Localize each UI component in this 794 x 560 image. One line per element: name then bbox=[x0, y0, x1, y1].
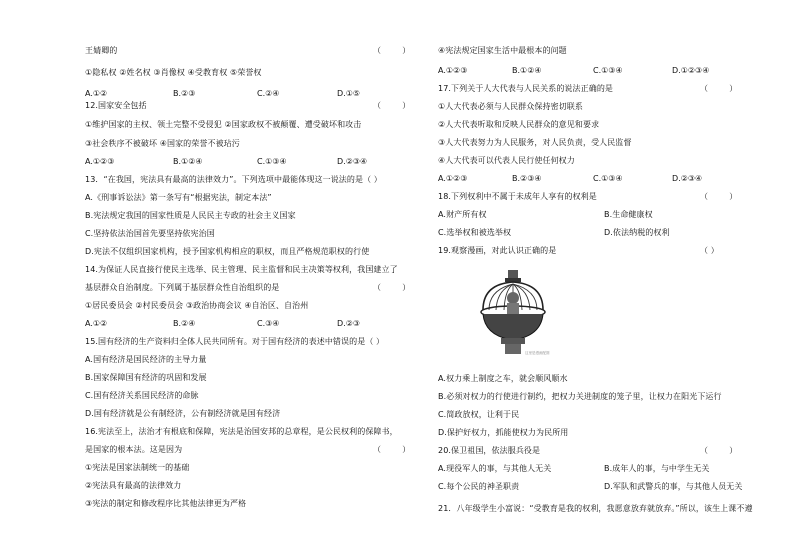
q18-stem bbox=[438, 192, 738, 202]
q16-choice-a: A.①②③ bbox=[438, 66, 468, 75]
q12-answer-paren: （ ） bbox=[373, 101, 411, 110]
q11-tail bbox=[85, 46, 411, 56]
q16-stem-1: 16.宪法至上，法治才有根底和保障，宪法是治国安邦的总章程，是公民权利的保障书， bbox=[85, 427, 398, 436]
q16-choice-c: C.①③④ bbox=[593, 66, 623, 75]
q12-choice-a: A.①②③ bbox=[85, 157, 115, 166]
q14-choice-a: A.①② bbox=[85, 319, 108, 328]
q14-choice-c: C.③④ bbox=[257, 319, 280, 328]
q13-option-a: A.《刑事诉讼法》第一条写有“根据宪法，制定本法” bbox=[85, 193, 272, 202]
q18-options-ab bbox=[438, 210, 653, 220]
q19-answer-paren: （ ） bbox=[700, 246, 719, 255]
q17-answer-paren: （ ） bbox=[700, 84, 738, 93]
q14-choice-b: B.②④ bbox=[173, 319, 196, 328]
q16-statement-3: ③宪法的制定和修改程序比其他法律更为严格 bbox=[85, 499, 247, 508]
q11-choice-d: D.①⑤ bbox=[337, 89, 361, 98]
q20-stem bbox=[438, 446, 738, 456]
q17-choice-a: A.①②③ bbox=[438, 174, 468, 183]
q20-option-b: B.成年人的事，与中学生无关 bbox=[604, 464, 710, 473]
q14-choice-d: D.②③ bbox=[337, 319, 361, 328]
q12-choice-c: C.①③④ bbox=[257, 157, 287, 166]
q13-option-c: C.坚持依法治国首先要坚持依宪治国 bbox=[85, 229, 215, 238]
q12-stem bbox=[85, 101, 411, 111]
q11-answer-paren: （ ） bbox=[373, 46, 411, 55]
q18-option-b: B.生命健康权 bbox=[604, 210, 653, 219]
q18-option-a: A.财产所有权 bbox=[438, 210, 487, 219]
q15-option-b: B.国家保障国有经济的巩固和发展 bbox=[85, 373, 207, 382]
q20-answer-paren: （ ） bbox=[700, 446, 738, 455]
q20-stem-text: 20.保卫祖国，依法服兵役是 bbox=[438, 446, 541, 455]
birdcage-illustration bbox=[465, 266, 561, 358]
q16-statement-1: ①宪法是国家法制统一的基础 bbox=[85, 463, 190, 472]
q16-choice-d: D.①②③④ bbox=[672, 66, 710, 75]
q19-option-d: D.保护好权力，抓能使权力为民所用 bbox=[438, 428, 569, 437]
q15-option-a: A.国有经济是国民经济的主导力量 bbox=[85, 355, 207, 364]
q16-stem-2-text: 是国家的根本法。这是因为 bbox=[85, 445, 183, 454]
q16-choice-b: B.①②④ bbox=[512, 66, 542, 75]
q20-option-d: D.军队和武警兵的事，与其他人员无关 bbox=[604, 482, 743, 491]
q13-option-d: D.宪法不仅组织国家机构，授予国家机构相应的职权，而且严格规范职权的行使 bbox=[85, 247, 370, 256]
q19-option-a: A.权力乘上制度之车，就会顺风顺水 bbox=[438, 374, 568, 383]
q20-options-ab bbox=[438, 464, 710, 474]
q18-options-cd bbox=[438, 228, 670, 238]
q12-choice-d: D.②③④ bbox=[337, 157, 368, 166]
q17-stem bbox=[438, 84, 738, 94]
q11-tail-text: 王婧卿的 bbox=[85, 46, 118, 55]
q13-stem: 13．“在我国，宪法具有最高的法律效力”。下列选项中最能体现这一说法的是（ ） bbox=[85, 175, 382, 184]
q17-statement-4: ④人大代表可以代表人民行使任何权力 bbox=[438, 156, 575, 165]
q11-choice-a: A.①② bbox=[85, 89, 108, 98]
q16-statement-4: ④宪法规定国家生活中最根本的问题 bbox=[438, 46, 567, 55]
figure-caption: 这里是漫画配图 bbox=[525, 351, 550, 355]
q16-stem-2 bbox=[85, 445, 411, 455]
q18-answer-paren: （ ） bbox=[700, 192, 738, 201]
q15-stem: 15.国有经济的生产资料归全体人民共同所有。对于国有经济的表述中错误的是（ ） bbox=[85, 337, 385, 346]
q17-statement-2: ②人大代表听取和反映人民群众的意见和要求 bbox=[438, 120, 600, 129]
q11-choice-b: B.②③ bbox=[173, 89, 196, 98]
q18-option-d: D.依法纳税的权利 bbox=[604, 228, 670, 237]
q18-stem-text: 18.下列权利中不属于未成年人享有的权利是 bbox=[438, 192, 597, 201]
q14-stem-2 bbox=[85, 283, 411, 293]
q17-choice-d: D.②③④ bbox=[672, 174, 703, 183]
q14-statements: ①居民委员会 ②村民委员会 ③政治协商会议 ④自治区、自治州 bbox=[85, 301, 309, 310]
q12-choice-b: B.①②④ bbox=[173, 157, 203, 166]
q20-option-a: A.现役军人的事，与其他人无关 bbox=[438, 464, 552, 473]
q17-choice-b: B.②③④ bbox=[512, 174, 542, 183]
q17-choice-c: C.①③④ bbox=[593, 174, 623, 183]
q11-statements: ①隐私权 ②姓名权 ③肖像权 ④受教育权 ⑤荣誉权 bbox=[85, 68, 262, 77]
q19-option-b: B.必须对权力的行使进行制约，把权力关进制度的笼子里，让权力在阳光下运行 bbox=[438, 392, 722, 401]
q20-options-cd bbox=[438, 482, 743, 492]
q12-stem-text: 12.国家安全包括 bbox=[85, 101, 147, 110]
q17-statement-1: ①人大代表必须与人民群众保持密切联系 bbox=[438, 102, 583, 111]
q14-stem-2-text: 基层群众自治制度。下列属于基层群众性自治组织的是 bbox=[85, 283, 280, 292]
q16-answer-paren: （ ） bbox=[373, 445, 411, 454]
q15-option-d: D.国有经济就是公有制经济，公有制经济就是国有经济 bbox=[85, 409, 281, 418]
q17-statement-3: ③人大代表努力为人民服务，对人民负责，受人民监督 bbox=[438, 138, 632, 147]
q13-option-b: B.宪法规定我国的国家性质是人民民主专政的社会主义国家 bbox=[85, 211, 296, 220]
q21-stem-1: 21．八年级学生小富说：“受教育是我的权利，我愿意放弃就放弃。”所以，该生上课不遵 bbox=[438, 504, 753, 513]
q20-option-c: C.每个公民的神圣职责 bbox=[438, 482, 520, 491]
q19-stem bbox=[438, 246, 556, 256]
q19-option-c: C.简政放权，让利于民 bbox=[438, 410, 520, 419]
q12-statements-2: ③社会秩序不被破坏 ④国家的荣誉不被玷污 bbox=[85, 139, 240, 148]
q19-cartoon-image bbox=[465, 266, 561, 358]
q19-stem-text: 19.观察漫画，对此认识正确的是 bbox=[438, 246, 557, 255]
q14-stem-1: 14.为保证人民直接行使民主选举、民主管理、民主监督和民主决策等权利，我国建立了 bbox=[85, 265, 398, 274]
q15-option-c: C.国有经济关系国民经济的命脉 bbox=[85, 391, 199, 400]
q16-statement-2: ②宪法具有最高的法律效力 bbox=[85, 481, 182, 490]
q18-option-c: C.选举权和被选举权 bbox=[438, 228, 512, 237]
q17-stem-text: 17.下列关于人大代表与人民关系的说法正确的是 bbox=[438, 84, 614, 93]
q14-answer-paren: （ ） bbox=[373, 283, 411, 292]
q12-statements-1: ①维护国家的主权、领土完整不受侵犯 ②国家政权不被颠覆、遭受破坏和攻击 bbox=[85, 120, 362, 129]
q11-choice-c: C.②④ bbox=[257, 89, 280, 98]
